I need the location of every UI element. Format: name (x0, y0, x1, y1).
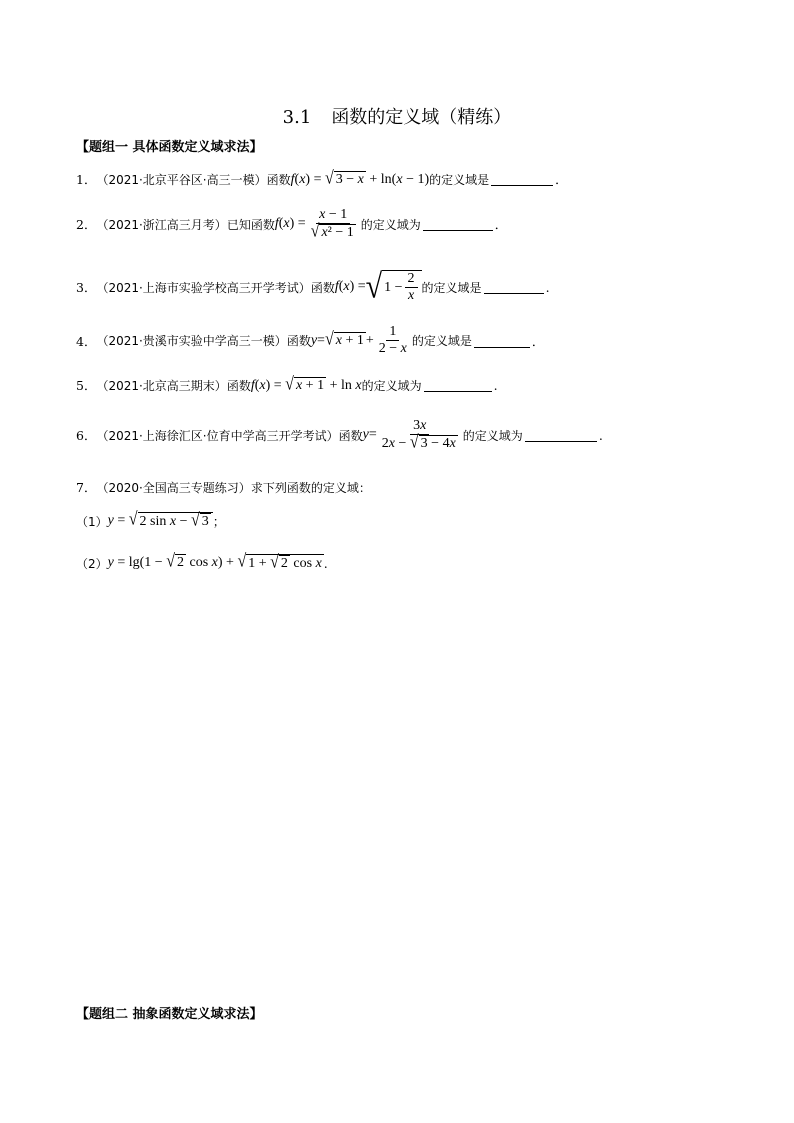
q3-pre: 函数 (310, 280, 335, 295)
q5-source: （2021·北京高三期末） (96, 378, 227, 393)
q6-end: . (598, 427, 603, 443)
q1-end: ． (555, 172, 568, 187)
q1-source: （2021·北京平谷区·高三一模） (96, 172, 267, 187)
q5-formula: f(x) = √ x + 1 + ln x (250, 374, 362, 394)
section-heading-2: 【题组二 抽象函数定义域求法】 (76, 1007, 263, 1022)
q7-p1-formula: y = √ 2 sin x − √ 3 (108, 512, 213, 530)
title-text: 函数的定义域（精练） (331, 107, 512, 128)
q6-number: 6． (76, 428, 97, 443)
q1-number: 1． (76, 172, 97, 187)
question-7-part-1 (76, 509, 226, 531)
question-6 (76, 418, 603, 452)
question-1 (76, 170, 568, 188)
q7-p2-label: （2） (76, 556, 108, 571)
q1-answer-blank[interactable] (491, 184, 553, 186)
question-5 (76, 376, 498, 394)
q2-formula: f ( x ) = x − 1 √ x² − 1 (274, 207, 354, 242)
question-3 (76, 267, 550, 306)
question-7-part-2 (76, 551, 328, 573)
q2-post: 的定义域为 (360, 217, 421, 232)
q1-formula: f(x) = √ 3 − x + ln(x − 1) (290, 168, 430, 188)
q6-formula: y = 3x 2x − √ 3 − 4x (362, 418, 456, 453)
section-heading-1: 【题组一 具体函数定义域求法】 (76, 140, 263, 155)
q7-source: （2020·全国高三专题练习） (96, 480, 251, 495)
q4-post: 的定义域是 (411, 334, 472, 348)
q5-answer-blank[interactable] (424, 390, 492, 392)
q6-source: （2021·上海徐汇区·位育中学高三开学考试） (96, 428, 339, 443)
q7-text: 求下列函数的定义域： (250, 480, 371, 495)
q6-answer-blank[interactable] (525, 440, 597, 442)
q3-answer-blank[interactable] (484, 292, 544, 294)
q4-source: （2021·贵溪市实验中学高三一模） (96, 334, 287, 348)
q1-post: 的定义域是 (429, 172, 490, 187)
q3-source: （2021·上海市实验学校高三开学考试） (96, 280, 311, 295)
question-4 (76, 324, 544, 357)
q3-post: 的定义域是 (421, 280, 482, 295)
q7-p2-end: . (323, 555, 328, 571)
q5-number: 5． (76, 378, 97, 393)
q4-end: ． (531, 333, 545, 349)
q2-source: （2021·浙江高三月考） (96, 217, 227, 232)
q3-end: . (545, 279, 550, 295)
q4-number: 4． (76, 333, 97, 349)
q6-pre: 函数 (338, 428, 363, 443)
q2-number: 2． (76, 217, 97, 232)
q5-post: 的定义域为 (361, 378, 422, 393)
q2-end: ． (494, 217, 508, 232)
q3-formula: f ( x ) = √ 1 − $\frac{2}{x}$ (335, 270, 422, 304)
q7-p1-end: ； (212, 514, 226, 529)
q4-formula: y = √ x + 1 + $\frac{1}{2 - x}$ (310, 324, 407, 356)
page-title (0, 103, 794, 129)
title-number: 3.1 (282, 107, 312, 128)
question-7 (76, 478, 371, 496)
q4-pre: 函数 (286, 334, 311, 348)
q7-p2-formula: y = lg(1 − √ 2 cos x) + √ 1 + √ 2 cos x (107, 551, 322, 573)
q1-pre: 函数 (266, 172, 291, 187)
question-2 (76, 207, 507, 241)
q5-pre: 函数 (226, 378, 251, 393)
q5-end: . (493, 377, 498, 393)
q2-answer-blank[interactable] (423, 229, 493, 231)
q7-number: 7． (76, 480, 97, 495)
q2-pre: 已知函数 (226, 217, 275, 232)
q3-number: 3． (76, 280, 97, 295)
q6-post: 的定义域为 (462, 428, 523, 443)
q4-answer-blank[interactable] (474, 346, 530, 348)
q7-p1-label: （1） (76, 514, 108, 529)
